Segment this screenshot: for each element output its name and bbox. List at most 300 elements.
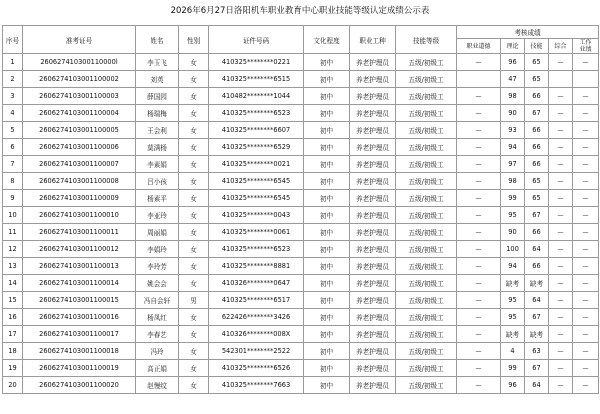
table-row bbox=[3, 360, 599, 377]
cell-skill: 64 bbox=[525, 377, 549, 394]
cell-occupation: 养老护理员 bbox=[350, 275, 396, 292]
cell-name: 冯玲 bbox=[136, 343, 179, 360]
cell-level: 五级/初级工 bbox=[396, 54, 457, 71]
cell-name: 杨瑞梅 bbox=[136, 105, 179, 122]
cell-work-report: — bbox=[573, 156, 599, 173]
cell-education: 初中 bbox=[304, 156, 350, 173]
cell-skill: 67 bbox=[525, 309, 549, 326]
cell-id-no: 410325********8881 bbox=[209, 258, 304, 275]
cell-comprehensive: — bbox=[549, 360, 573, 377]
cell-seq: 9 bbox=[3, 190, 23, 207]
cell-gender: 女 bbox=[179, 326, 209, 343]
table-row bbox=[3, 173, 599, 190]
cell-comprehensive bbox=[549, 71, 573, 88]
cell-name: 李娟玲 bbox=[136, 241, 179, 258]
cell-comprehensive: — bbox=[549, 377, 573, 394]
col-header-id-no: 证件号码 bbox=[209, 26, 304, 54]
cell-gender: 女 bbox=[179, 275, 209, 292]
cell-vocational-quality: — bbox=[457, 122, 501, 139]
table-row bbox=[3, 326, 599, 343]
cell-work-report: — bbox=[573, 105, 599, 122]
cell-skill: 64 bbox=[525, 241, 549, 258]
table-row bbox=[3, 139, 599, 156]
cell-name: 李玲芳 bbox=[136, 258, 179, 275]
cell-education: 初中 bbox=[304, 139, 350, 156]
cell-skill: 67 bbox=[525, 360, 549, 377]
cell-occupation: 养老护理员 bbox=[350, 190, 396, 207]
cell-exam-id: 2606274103001100005 bbox=[23, 122, 136, 139]
cell-level: 五级/初级工 bbox=[396, 360, 457, 377]
cell-vocational-quality: — bbox=[457, 309, 501, 326]
cell-id-no: 410326********0647 bbox=[209, 275, 304, 292]
cell-level: 五级/初级工 bbox=[396, 173, 457, 190]
cell-id-no: 410325********7663 bbox=[209, 377, 304, 394]
cell-level: 五级/初级工 bbox=[396, 224, 457, 241]
cell-work-report: — bbox=[573, 241, 599, 258]
cell-education: 初中 bbox=[304, 224, 350, 241]
cell-gender: 女 bbox=[179, 54, 209, 71]
col-header-theory: 理论 bbox=[501, 39, 525, 54]
cell-vocational-quality: — bbox=[457, 173, 501, 190]
cell-comprehensive: — bbox=[549, 309, 573, 326]
cell-seq: 12 bbox=[3, 241, 23, 258]
cell-skill: 65 bbox=[525, 54, 549, 71]
cell-gender: 女 bbox=[179, 258, 209, 275]
cell-name: 薛国园 bbox=[136, 88, 179, 105]
cell-name: 冯自会轩 bbox=[136, 292, 179, 309]
cell-occupation: 养老护理员 bbox=[350, 241, 396, 258]
col-header-level: 技能等级 bbox=[396, 26, 457, 54]
cell-seq: 18 bbox=[3, 343, 23, 360]
cell-seq: 17 bbox=[3, 326, 23, 343]
cell-work-report: — bbox=[573, 377, 599, 394]
cell-vocational-quality: — bbox=[457, 292, 501, 309]
cell-id-no: 410325********6523 bbox=[209, 241, 304, 258]
cell-level: 五级/初级工 bbox=[396, 105, 457, 122]
cell-exam-id: 2606274103001100011 bbox=[23, 224, 136, 241]
table-row bbox=[3, 156, 599, 173]
col-header-work-report-line2: 业绩 bbox=[579, 46, 592, 53]
table-row bbox=[3, 343, 599, 360]
cell-level: 五级/初级工 bbox=[396, 156, 457, 173]
cell-work-report: — bbox=[573, 173, 599, 190]
cell-occupation: 养老护理员 bbox=[350, 360, 396, 377]
cell-comprehensive: — bbox=[549, 275, 573, 292]
cell-level: 五级/初级工 bbox=[396, 88, 457, 105]
cell-theory: 96 bbox=[501, 54, 525, 71]
cell-id-no: 410325********6517 bbox=[209, 292, 304, 309]
cell-skill: 66 bbox=[525, 88, 549, 105]
cell-vocational-quality: — bbox=[457, 54, 501, 71]
cell-name: 李春艺 bbox=[136, 326, 179, 343]
cell-education: 初中 bbox=[304, 309, 350, 326]
cell-skill: 缺考 bbox=[525, 326, 549, 343]
cell-skill: 63 bbox=[525, 343, 549, 360]
cell-gender: 女 bbox=[179, 207, 209, 224]
table-row bbox=[3, 241, 599, 258]
table-row bbox=[3, 122, 599, 139]
cell-occupation: 养老护理员 bbox=[350, 88, 396, 105]
cell-exam-id: 2606274103001100002 bbox=[23, 71, 136, 88]
col-header-occupation: 职业工种 bbox=[350, 26, 396, 54]
table-row bbox=[3, 258, 599, 275]
cell-skill: 66 bbox=[525, 224, 549, 241]
cell-comprehensive: — bbox=[549, 173, 573, 190]
cell-comprehensive: — bbox=[549, 139, 573, 156]
cell-occupation: 养老护理员 bbox=[350, 207, 396, 224]
cell-id-no: 410325********6515 bbox=[209, 71, 304, 88]
table-row bbox=[3, 292, 599, 309]
col-header-scores-group: 考核成绩 bbox=[457, 26, 599, 39]
cell-skill: 65 bbox=[525, 190, 549, 207]
cell-occupation: 养老护理员 bbox=[350, 377, 396, 394]
cell-occupation: 养老护理员 bbox=[350, 122, 396, 139]
cell-seq: 10 bbox=[3, 207, 23, 224]
cell-work-report: — bbox=[573, 326, 599, 343]
cell-theory: 98 bbox=[501, 88, 525, 105]
cell-occupation: 养老护理员 bbox=[350, 326, 396, 343]
cell-name: 李玉飞 bbox=[136, 54, 179, 71]
cell-theory: 99 bbox=[501, 190, 525, 207]
cell-exam-id: 2606274103001100019 bbox=[23, 360, 136, 377]
cell-id-no: 410325********0021 bbox=[209, 156, 304, 173]
cell-education: 初中 bbox=[304, 207, 350, 224]
col-header-work-report-line1: 工作 bbox=[579, 39, 592, 46]
cell-comprehensive: — bbox=[549, 207, 573, 224]
cell-exam-id: 2606274103001100004 bbox=[23, 105, 136, 122]
cell-level: 五级/初级工 bbox=[396, 258, 457, 275]
cell-exam-id: 2606274103001100020 bbox=[23, 377, 136, 394]
cell-comprehensive: — bbox=[549, 105, 573, 122]
cell-gender: 女 bbox=[179, 139, 209, 156]
cell-theory: 95 bbox=[501, 309, 525, 326]
cell-name: 高正娟 bbox=[136, 360, 179, 377]
cell-work-report: — bbox=[573, 343, 599, 360]
cell-work-report: — bbox=[573, 275, 599, 292]
cell-id-no: 410326********008X bbox=[209, 326, 304, 343]
cell-vocational-quality: — bbox=[457, 105, 501, 122]
cell-seq: 4 bbox=[3, 105, 23, 122]
cell-vocational-quality bbox=[457, 71, 501, 88]
cell-occupation: 养老护理员 bbox=[350, 105, 396, 122]
cell-exam-id: 2606274103001100009 bbox=[23, 190, 136, 207]
cell-vocational-quality: — bbox=[457, 190, 501, 207]
cell-vocational-quality: — bbox=[457, 139, 501, 156]
col-header-comprehensive: 综合 bbox=[549, 39, 573, 54]
cell-seq: 5 bbox=[3, 122, 23, 139]
table-row bbox=[3, 377, 599, 394]
cell-comprehensive: — bbox=[549, 54, 573, 71]
cell-exam-id: 260627410300110000l bbox=[23, 54, 136, 71]
cell-level: 五级/初级工 bbox=[396, 326, 457, 343]
cell-vocational-quality: — bbox=[457, 207, 501, 224]
cell-level: 五级/初级工 bbox=[396, 275, 457, 292]
cell-comprehensive: — bbox=[549, 258, 573, 275]
cell-theory: 93 bbox=[501, 122, 525, 139]
cell-seq: 13 bbox=[3, 258, 23, 275]
cell-id-no: 410325********6607 bbox=[209, 122, 304, 139]
cell-occupation: 养老护理员 bbox=[350, 224, 396, 241]
cell-vocational-quality: — bbox=[457, 224, 501, 241]
cell-education: 初中 bbox=[304, 343, 350, 360]
cell-gender: 女 bbox=[179, 190, 209, 207]
cell-level: 五级/初级工 bbox=[396, 190, 457, 207]
cell-name: 杨素平 bbox=[136, 190, 179, 207]
cell-theory: 99 bbox=[501, 360, 525, 377]
table-row bbox=[3, 54, 599, 71]
cell-exam-id: 2606274103001100007 bbox=[23, 156, 136, 173]
table-row bbox=[3, 275, 599, 292]
cell-level: 五级/初级工 bbox=[396, 139, 457, 156]
cell-seq: 2 bbox=[3, 71, 23, 88]
cell-seq: 3 bbox=[3, 88, 23, 105]
cell-gender: 女 bbox=[179, 224, 209, 241]
cell-education: 初中 bbox=[304, 88, 350, 105]
col-header-gender: 性别 bbox=[179, 26, 209, 54]
cell-level: 五级/初级工 bbox=[396, 207, 457, 224]
cell-seq: 6 bbox=[3, 139, 23, 156]
cell-exam-id: 2606274103001100013 bbox=[23, 258, 136, 275]
cell-name: 李亚玲 bbox=[136, 207, 179, 224]
cell-gender: 女 bbox=[179, 377, 209, 394]
cell-skill: 64 bbox=[525, 292, 549, 309]
cell-theory: 缺考 bbox=[501, 275, 525, 292]
cell-seq: 8 bbox=[3, 173, 23, 190]
cell-seq: 7 bbox=[3, 156, 23, 173]
cell-theory: 96 bbox=[501, 377, 525, 394]
cell-level: 五级/初级工 bbox=[396, 71, 457, 88]
col-header-seq: 序号 bbox=[3, 26, 23, 54]
cell-exam-id: 2606274103001100003 bbox=[23, 88, 136, 105]
cell-theory: 90 bbox=[501, 224, 525, 241]
cell-work-report bbox=[573, 71, 599, 88]
cell-vocational-quality: — bbox=[457, 241, 501, 258]
cell-work-report: — bbox=[573, 190, 599, 207]
cell-theory: 98 bbox=[501, 173, 525, 190]
cell-gender: 女 bbox=[179, 343, 209, 360]
cell-comprehensive: — bbox=[549, 326, 573, 343]
cell-gender: 女 bbox=[179, 88, 209, 105]
cell-id-no: 622426********3426 bbox=[209, 309, 304, 326]
cell-occupation: 养老护理员 bbox=[350, 156, 396, 173]
cell-skill: 67 bbox=[525, 105, 549, 122]
cell-work-report: — bbox=[573, 207, 599, 224]
cell-gender: 女 bbox=[179, 105, 209, 122]
cell-education: 初中 bbox=[304, 377, 350, 394]
col-header-exam-id: 准考证号 bbox=[23, 26, 136, 54]
cell-occupation: 养老护理员 bbox=[350, 71, 396, 88]
cell-work-report: — bbox=[573, 224, 599, 241]
cell-education: 初中 bbox=[304, 173, 350, 190]
cell-education: 初中 bbox=[304, 275, 350, 292]
cell-comprehensive: — bbox=[549, 88, 573, 105]
cell-id-no: 542301********2522 bbox=[209, 343, 304, 360]
cell-theory: 100 bbox=[501, 241, 525, 258]
cell-education: 初中 bbox=[304, 326, 350, 343]
cell-work-report: — bbox=[573, 88, 599, 105]
cell-skill: 65 bbox=[525, 173, 549, 190]
cell-seq: 20 bbox=[3, 377, 23, 394]
cell-comprehensive: — bbox=[549, 122, 573, 139]
cell-seq: 16 bbox=[3, 309, 23, 326]
cell-theory: 95 bbox=[501, 292, 525, 309]
cell-level: 五级/初级工 bbox=[396, 241, 457, 258]
cell-exam-id: 2606274103001100016 bbox=[23, 309, 136, 326]
cell-gender: 男 bbox=[179, 292, 209, 309]
cell-exam-id: 2606274103001100012 bbox=[23, 241, 136, 258]
cell-id-no: 410325********0043 bbox=[209, 207, 304, 224]
cell-education: 初中 bbox=[304, 258, 350, 275]
table-row bbox=[3, 105, 599, 122]
cell-vocational-quality: — bbox=[457, 88, 501, 105]
cell-id-no: 410325********6545 bbox=[209, 190, 304, 207]
cell-comprehensive: — bbox=[549, 190, 573, 207]
cell-name: 杨凤红 bbox=[136, 309, 179, 326]
cell-id-no: 410482********1044 bbox=[209, 88, 304, 105]
cell-education: 初中 bbox=[304, 122, 350, 139]
cell-comprehensive: — bbox=[549, 224, 573, 241]
col-header-vocational-quality: 职业道德 bbox=[457, 39, 501, 54]
cell-id-no: 410325********6545 bbox=[209, 173, 304, 190]
cell-id-no: 410325********6526 bbox=[209, 360, 304, 377]
cell-work-report: — bbox=[573, 292, 599, 309]
cell-occupation: 养老护理员 bbox=[350, 173, 396, 190]
cell-level: 五级/初级工 bbox=[396, 122, 457, 139]
col-header-name: 姓名 bbox=[136, 26, 179, 54]
cell-work-report: — bbox=[573, 122, 599, 139]
cell-work-report: — bbox=[573, 309, 599, 326]
cell-education: 初中 bbox=[304, 105, 350, 122]
cell-level: 五级/初级工 bbox=[396, 292, 457, 309]
col-header-work-report bbox=[573, 39, 599, 54]
cell-name: 莫满杨 bbox=[136, 139, 179, 156]
table-row bbox=[3, 309, 599, 326]
cell-education: 初中 bbox=[304, 241, 350, 258]
table-header bbox=[3, 26, 599, 54]
cell-exam-id: 2606274103001100006 bbox=[23, 139, 136, 156]
score-table bbox=[2, 25, 599, 394]
cell-vocational-quality: — bbox=[457, 343, 501, 360]
col-header-education: 文化程度 bbox=[304, 26, 350, 54]
cell-comprehensive: — bbox=[549, 343, 573, 360]
table-body bbox=[3, 54, 599, 394]
cell-seq: 19 bbox=[3, 360, 23, 377]
cell-vocational-quality: — bbox=[457, 275, 501, 292]
cell-work-report: — bbox=[573, 54, 599, 71]
col-header-skill: 技能 bbox=[525, 39, 549, 54]
cell-work-report: — bbox=[573, 258, 599, 275]
cell-skill: 66 bbox=[525, 122, 549, 139]
cell-theory: 90 bbox=[501, 105, 525, 122]
cell-gender: 女 bbox=[179, 241, 209, 258]
cell-occupation: 养老护理员 bbox=[350, 343, 396, 360]
cell-gender: 女 bbox=[179, 173, 209, 190]
cell-level: 五级/初级工 bbox=[396, 309, 457, 326]
cell-seq: 15 bbox=[3, 292, 23, 309]
cell-exam-id: 2606274103001100017 bbox=[23, 326, 136, 343]
cell-gender: 女 bbox=[179, 309, 209, 326]
cell-name: 刘英 bbox=[136, 71, 179, 88]
cell-skill: 66 bbox=[525, 139, 549, 156]
cell-seq: 14 bbox=[3, 275, 23, 292]
cell-name: 吕小孩 bbox=[136, 173, 179, 190]
cell-theory: 95 bbox=[501, 207, 525, 224]
cell-vocational-quality: — bbox=[457, 360, 501, 377]
cell-education: 初中 bbox=[304, 71, 350, 88]
cell-comprehensive: — bbox=[549, 156, 573, 173]
cell-education: 初中 bbox=[304, 292, 350, 309]
cell-skill: 66 bbox=[525, 156, 549, 173]
cell-occupation: 养老护理员 bbox=[350, 309, 396, 326]
cell-gender: 女 bbox=[179, 156, 209, 173]
cell-theory: 94 bbox=[501, 139, 525, 156]
cell-comprehensive: — bbox=[549, 292, 573, 309]
table-row bbox=[3, 224, 599, 241]
cell-theory: 47 bbox=[501, 71, 525, 88]
cell-skill: 67 bbox=[525, 207, 549, 224]
cell-occupation: 养老护理员 bbox=[350, 139, 396, 156]
cell-occupation: 养老护理员 bbox=[350, 54, 396, 71]
cell-education: 初中 bbox=[304, 54, 350, 71]
cell-theory: 缺考 bbox=[501, 326, 525, 343]
cell-vocational-quality: — bbox=[457, 258, 501, 275]
cell-name: 周丽娟 bbox=[136, 224, 179, 241]
cell-occupation: 养老护理员 bbox=[350, 292, 396, 309]
cell-seq: 1 bbox=[3, 54, 23, 71]
cell-comprehensive: — bbox=[549, 241, 573, 258]
cell-exam-id: 2606274103001100014 bbox=[23, 275, 136, 292]
cell-education: 初中 bbox=[304, 190, 350, 207]
cell-level: 五级/初级工 bbox=[396, 377, 457, 394]
cell-theory: 94 bbox=[501, 258, 525, 275]
cell-name: 赵慢纹 bbox=[136, 377, 179, 394]
table-row bbox=[3, 88, 599, 105]
cell-id-no: 410325********6523 bbox=[209, 105, 304, 122]
cell-skill: 缺考 bbox=[525, 275, 549, 292]
cell-theory: 97 bbox=[501, 156, 525, 173]
cell-vocational-quality: — bbox=[457, 377, 501, 394]
cell-seq: 11 bbox=[3, 224, 23, 241]
cell-id-no: 410325********6529 bbox=[209, 139, 304, 156]
table-row bbox=[3, 207, 599, 224]
cell-gender: 女 bbox=[179, 122, 209, 139]
cell-education: 初中 bbox=[304, 360, 350, 377]
cell-gender: 女 bbox=[179, 71, 209, 88]
cell-work-report: — bbox=[573, 139, 599, 156]
table-row bbox=[3, 190, 599, 207]
cell-exam-id: 2606274103001100008 bbox=[23, 173, 136, 190]
cell-name: 姚会会 bbox=[136, 275, 179, 292]
cell-vocational-quality: — bbox=[457, 326, 501, 343]
cell-theory: 4 bbox=[501, 343, 525, 360]
cell-vocational-quality: — bbox=[457, 156, 501, 173]
table-row bbox=[3, 71, 599, 88]
cell-id-no: 410325********0221 bbox=[209, 54, 304, 71]
cell-work-report: — bbox=[573, 360, 599, 377]
cell-gender: 女 bbox=[179, 360, 209, 377]
cell-level: 五级/初级工 bbox=[396, 343, 457, 360]
cell-name: 王会利 bbox=[136, 122, 179, 139]
cell-exam-id: 2606274103001100010 bbox=[23, 207, 136, 224]
cell-occupation: 养老护理员 bbox=[350, 258, 396, 275]
cell-skill: 66 bbox=[525, 258, 549, 275]
cell-id-no: 410325********0061 bbox=[209, 224, 304, 241]
page-title: 2026年6月27日洛阳机车职业教育中心职业技能等级认定成绩公示表 bbox=[170, 6, 430, 16]
cell-name: 李素娟 bbox=[136, 156, 179, 173]
cell-exam-id: 2606274103001100018 bbox=[23, 343, 136, 360]
cell-skill: 65 bbox=[525, 71, 549, 88]
cell-exam-id: 2606274103001100015 bbox=[23, 292, 136, 309]
